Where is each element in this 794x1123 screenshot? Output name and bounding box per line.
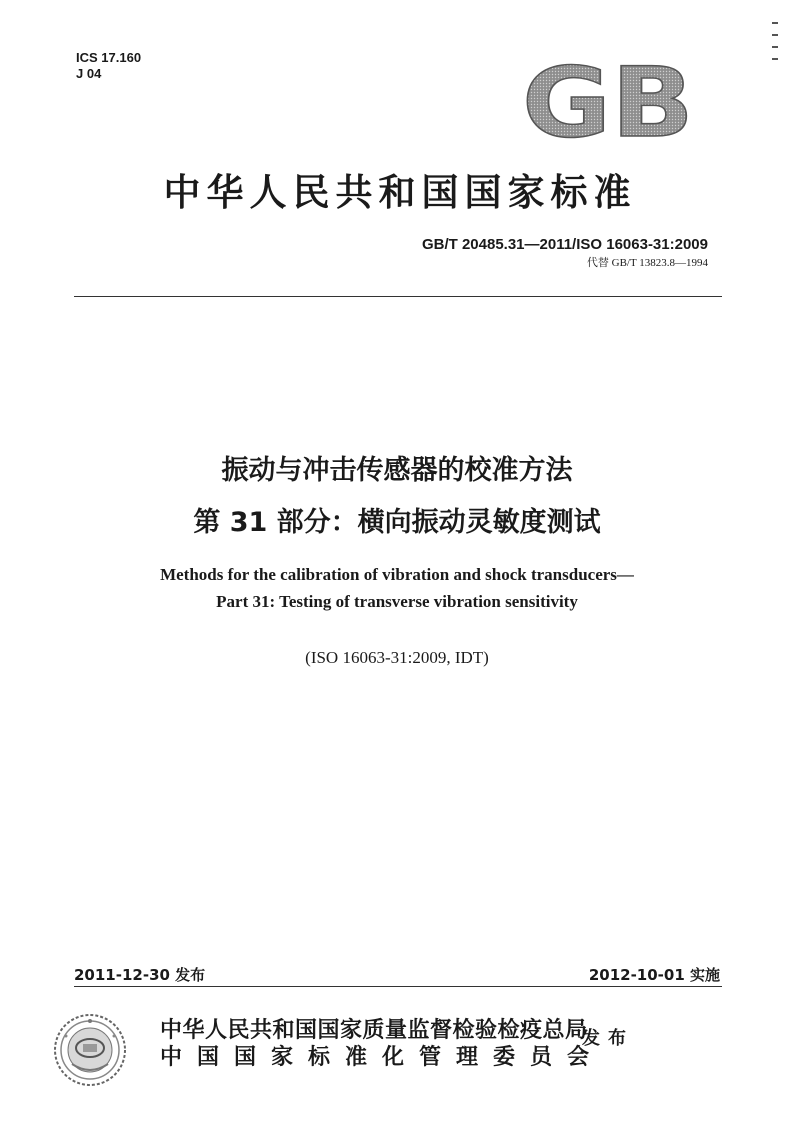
standard-number: GB/T 20485.31—2011/ISO 16063-31:2009 — [421, 236, 708, 253]
issuer-sac: 中国国家标准化管理委员会 — [160, 1045, 605, 1070]
standard-title: 中华人民共和国国家标准 — [163, 170, 637, 214]
scan-mark — [772, 34, 778, 36]
iso-equivalence: (ISO 16063-31:2009, IDT) — [305, 648, 489, 667]
english-title-line-1: Methods for the calibration of vibration and shock transducers— — [160, 565, 634, 584]
ics-code: ICS 17.160 — [76, 50, 142, 65]
gb-logo-text: GB — [522, 58, 694, 142]
english-title-line-2: Part 31: Testing of transverse vibration sensitivity — [216, 592, 578, 611]
footer-divider — [74, 986, 722, 987]
scan-mark — [772, 46, 778, 48]
scan-mark — [772, 58, 778, 60]
chinese-title-line-1: 振动与冲击传感器的校准方法 — [221, 455, 573, 486]
gb-logo — [518, 58, 698, 142]
ccs-code: J 04 — [76, 66, 102, 81]
official-seal-icon — [52, 1012, 128, 1088]
scan-mark — [772, 22, 778, 24]
classification-codes — [76, 50, 141, 82]
replaces-standard: 代替 GB/T 13823.8—1994 — [586, 257, 708, 269]
issue-date: 2011-12-30 发布 — [74, 966, 206, 984]
chinese-title-line-2: 第 31 部分：横向振动灵敏度测试 — [193, 507, 601, 538]
header-divider — [74, 296, 722, 297]
issuer-aqsiq: 中华人民共和国国家质量监督检验检疫总局 — [160, 1018, 588, 1043]
implementation-date: 2012-10-01 实施 — [588, 966, 720, 984]
publish-label: 发布 — [582, 1028, 634, 1049]
